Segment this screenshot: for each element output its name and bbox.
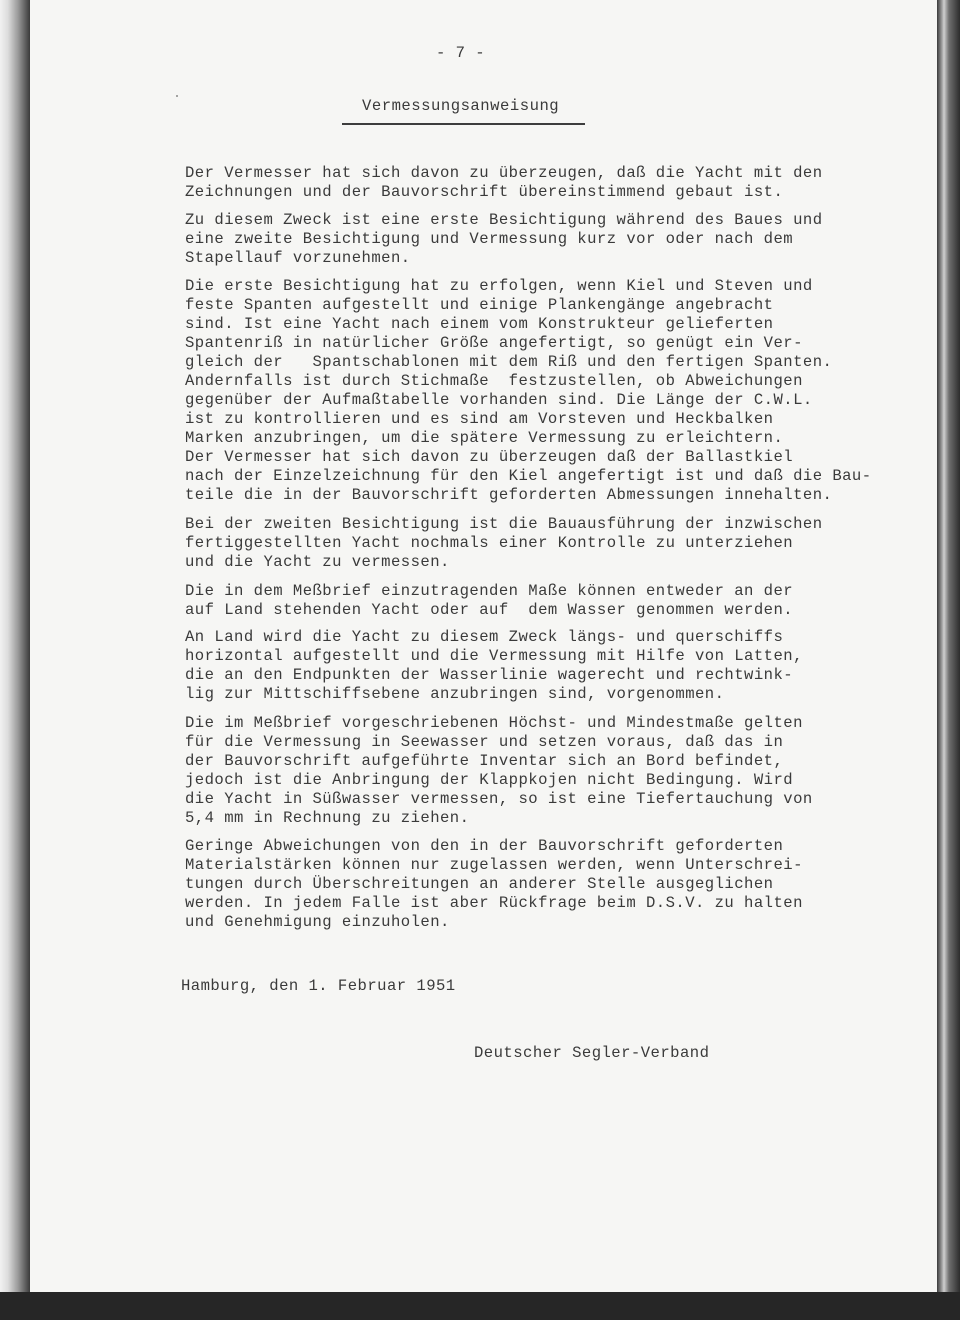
- text-line: die Yacht in Süßwasser vermessen, so ist eine Tiefertauchung von: [185, 790, 813, 808]
- text-line: Stapellauf vorzunehmen.: [185, 249, 411, 267]
- text-line: Die erste Besichtigung hat zu erfolgen, wenn Kiel und Steven und: [185, 277, 813, 295]
- margin-mark: [176, 95, 178, 97]
- text-line: und die Yacht zu vermessen.: [185, 553, 450, 571]
- text-line: Geringe Abweichungen von den in der Bauvorschrift geforderten: [185, 837, 784, 855]
- paragraph: [185, 628, 885, 704]
- text-line: gleich der Spantschablonen mit dem Riß und den fertigen Spanten.: [185, 353, 833, 371]
- scan-binding-shadow: [0, 0, 30, 1292]
- text-line: Der Vermesser hat sich davon zu überzeugen daß der Ballastkiel: [185, 448, 794, 466]
- text-line: Zu diesem Zweck ist eine erste Besichtigung während des Baues und: [185, 211, 823, 229]
- scan-page-edge: [937, 0, 960, 1292]
- paragraph: [185, 164, 885, 202]
- text-line: sind. Ist eine Yacht nach einem vom Konstrukteur gelieferten: [185, 315, 774, 333]
- text-line: lig zur Mittschiffsebene anzubringen sind, vorgenommen.: [185, 685, 725, 703]
- text-line: Spantenriß in natürlicher Größe angefertigt, so genügt ein Ver-: [185, 334, 803, 352]
- text-line: Andernfalls ist durch Stichmaße festzustellen, ob Abweichungen: [185, 372, 803, 390]
- text-line: Der Vermesser hat sich davon zu überzeugen, daß die Yacht mit den: [185, 164, 823, 182]
- text-line: Bei der zweiten Besichtigung ist die Bauausführung der inzwischen: [185, 515, 823, 533]
- text-line: fertiggestellten Yacht nochmals einer Kontrolle zu unterziehen: [185, 534, 794, 552]
- text-line: 5,4 mm in Rechnung zu ziehen.: [185, 809, 470, 827]
- page-number: - 7 -: [436, 44, 486, 62]
- signatory: Deutscher Segler-Verband: [474, 1044, 710, 1062]
- text-line: der Bauvorschrift aufgeführte Inventar sich an Bord befindet,: [185, 752, 784, 770]
- text-line: jedoch ist die Anbringung der Klappkojen nicht Bedingung. Wird: [185, 771, 794, 789]
- scan-bottom-border: [0, 1292, 960, 1320]
- paragraph: [185, 277, 885, 505]
- text-line: die an den Endpunkten der Wasserlinie wagerecht und rechtwink-: [185, 666, 794, 684]
- title-underline: [342, 123, 585, 125]
- text-line: Zeichnungen und der Bauvorschrift übereinstimmend gebaut ist.: [185, 183, 784, 201]
- paragraph: [185, 211, 885, 268]
- paragraph: [185, 714, 885, 828]
- text-line: nach der Einzelzeichnung für den Kiel angefertigt ist und daß die Bau-: [185, 467, 872, 485]
- paragraph: [185, 582, 885, 620]
- text-line: horizontal aufgestellt und die Vermessung mit Hilfe von Latten,: [185, 647, 803, 665]
- text-line: ist zu kontrollieren und es sind am Vorsteven und Heckbalken: [185, 410, 774, 428]
- text-line: Die in dem Meßbrief einzutragenden Maße können entweder an der: [185, 582, 794, 600]
- text-line: und Genehmigung einzuholen.: [185, 913, 450, 931]
- text-line: gegenüber der Aufmaßtabelle vorhanden sind. Die Länge der C.W.L.: [185, 391, 813, 409]
- text-line: werden. In jedem Falle ist aber Rückfrage beim D.S.V. zu halten: [185, 894, 803, 912]
- text-line: Marken anzubringen, um die spätere Vermessung zu erleichtern.: [185, 429, 784, 447]
- text-line: auf Land stehenden Yacht oder auf dem Wasser genommen werden.: [185, 601, 794, 619]
- text-line: feste Spanten aufgestellt und einige Plankengänge angebracht: [185, 296, 774, 314]
- place-and-date: Hamburg, den 1. Februar 1951: [181, 977, 456, 995]
- text-line: teile die in der Bauvorschrift geforderten Abmessungen innehalten.: [185, 486, 833, 504]
- text-line: für die Vermessung in Seewasser und setzen voraus, daß das in: [185, 733, 784, 751]
- paragraph: [185, 837, 885, 932]
- paragraph: [185, 515, 885, 572]
- text-line: Die im Meßbrief vorgeschriebenen Höchst- und Mindestmaße gelten: [185, 714, 803, 732]
- text-line: eine zweite Besichtigung und Vermessung kurz vor oder nach dem: [185, 230, 794, 248]
- text-line: An Land wird die Yacht zu diesem Zweck längs- und querschiffs: [185, 628, 784, 646]
- document-title: Vermessungsanweisung: [362, 97, 560, 115]
- text-line: tungen durch Überschreitungen an anderer Stelle ausgeglichen: [185, 875, 774, 893]
- text-line: Materialstärken können nur zugelassen werden, wenn Unterschrei-: [185, 856, 803, 874]
